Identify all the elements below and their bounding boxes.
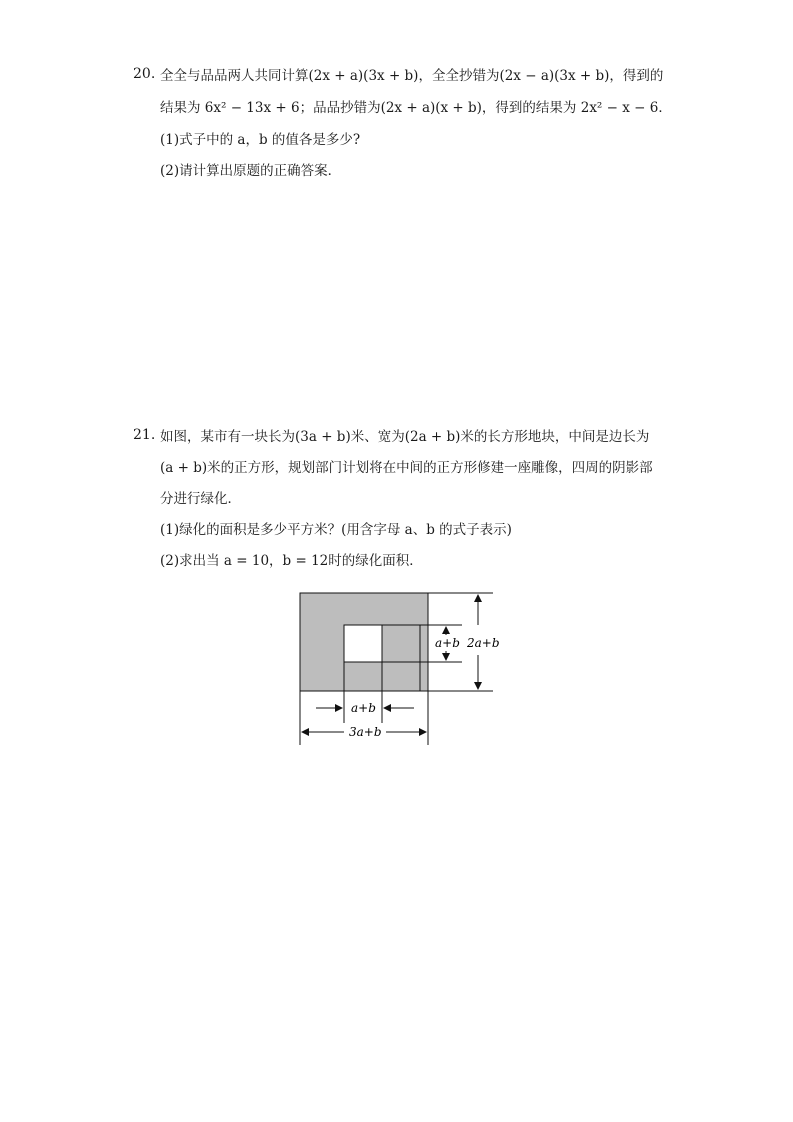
question-number: 20. — [133, 66, 156, 82]
question-21-part-2: (2)求出当 a = 10，b = 12时的绿化面积． — [160, 553, 423, 569]
question-21-line-3: 分进行绿化． — [160, 491, 241, 507]
land-plot-figure — [290, 585, 505, 755]
question-number: 21. — [133, 427, 156, 443]
question-20-part-1: (1)式子中的 a，b 的值各是多少? — [160, 132, 361, 148]
question-21-part-1: (1)绿化的面积是多少平方米？(用含字母 a、b 的式子表示) — [160, 522, 512, 538]
inner-height-label: a+b — [435, 636, 460, 650]
question-20-part-2: (2)请计算出原题的正确答案． — [160, 163, 342, 179]
statue-square — [344, 625, 382, 662]
question-20-line-1: 全全与品品两人共同计算(2x + a)(3x + b)，全全抄错为(2x − a)(3x + b)，得到的 — [160, 68, 664, 84]
question-20-line-2: 结果为 6x² − 13x + 6；品品抄错为(2x + a)(x + b)，得到的结果为 2x² − x − 6． — [160, 100, 672, 116]
question-21-line-1: 如图，某市有一块长为(3a + b)米、宽为(2a + b)米的长方形地块，中间是边长为 — [160, 429, 650, 445]
height-label: 2a+b — [467, 636, 500, 650]
question-21-line-2: (a + b)米的正方形，规划部门计划将在中间的正方形修建一座雕像，四周的阴影部 — [160, 460, 653, 476]
width-label: 3a+b — [349, 725, 382, 739]
inner-width-label: a+b — [351, 701, 376, 715]
